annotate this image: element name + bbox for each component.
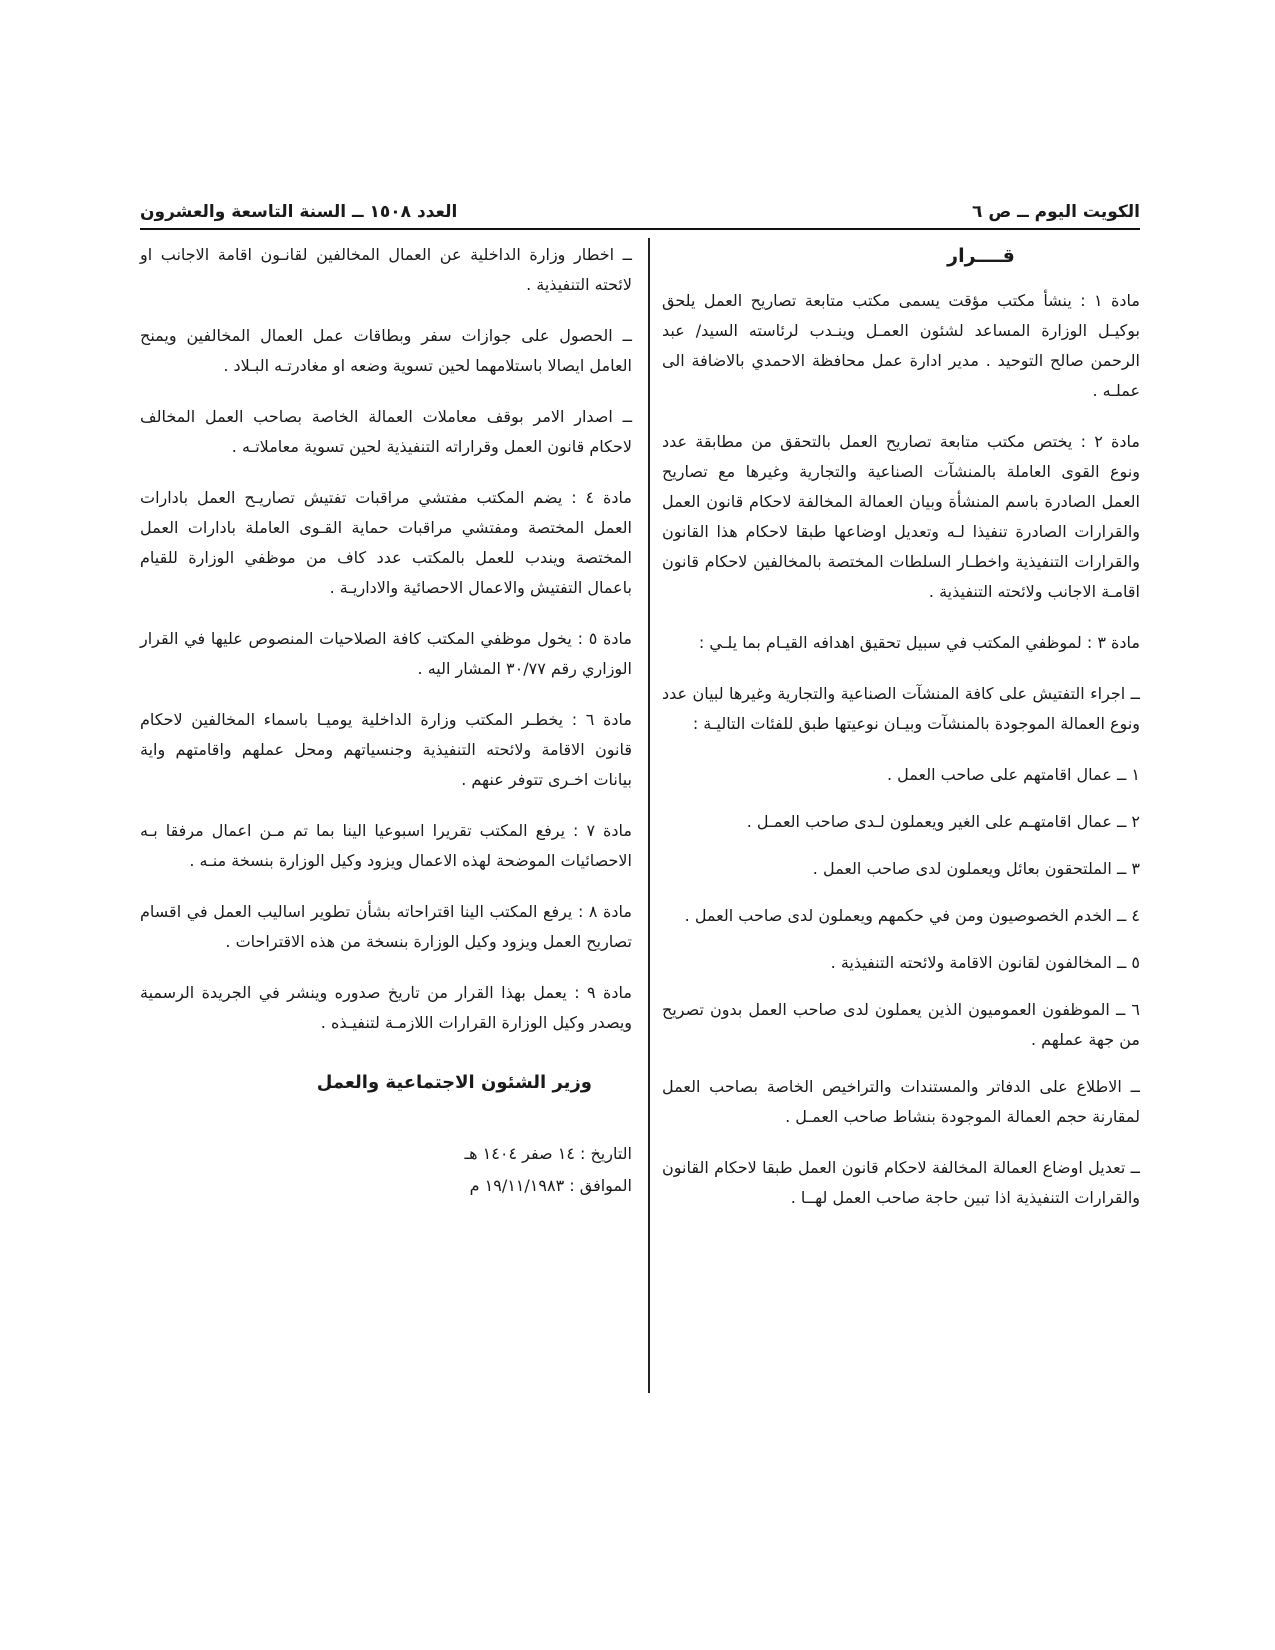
article-6: مادة ٦ : يخطـر المكتب وزارة الداخلية يوميـا باسماء المخالفين لاحكام قانون الاقامة ولائحته التنفيذية وجنسياتهم ومحل عملهم واقامتهم واية بيانات اخـرى تتوفر عنهم . bbox=[140, 710, 632, 789]
date-gregorian: الموافق : ١٩/١١/١٩٨٣ م bbox=[469, 1176, 632, 1195]
right-column bbox=[662, 240, 1140, 1234]
notify-clause: ــ اخطار وزارة الداخلية عن العمال المخالفين لقانـون اقامة الاجانب او لائحته التنفيذية . bbox=[140, 245, 632, 294]
column-divider bbox=[648, 238, 650, 1393]
article-5: مادة ٥ : يخول موظفي المكتب كافة الصلاحيات المنصوص عليها في القرار الوزاري رقم ٣٠/٧٧ المشار اليه . bbox=[140, 629, 633, 678]
article-9: مادة ٩ : يعمل بهذا القرار من تاريخ صدوره وينشر في الجريدة الرسمية ويصدر وكيل الوزارة القرارات اللازمـة لتنفيـذه . bbox=[140, 983, 632, 1032]
category-3: ٣ ــ الملتحقون بعائل ويعملون لدى صاحب العمل . bbox=[812, 859, 1140, 878]
category-5: ٥ ــ المخالفون لقانون الاقامة ولائحته التنفيذية . bbox=[830, 953, 1140, 972]
article-7: مادة ٧ : يرفع المكتب تقريرا اسبوعيا الينا بما تم مـن اعمال مرفقا بـه الاحصائيات الموضحة لهذه الاعمال ويزود وكيل الوزارة بنسخة منـه . bbox=[140, 821, 632, 870]
issue-info: العدد ١٥٠٨ ــ السنة التاسعة والعشرون bbox=[140, 202, 458, 222]
publication-title: الكويت اليوم ــ ص ٦ bbox=[972, 202, 1140, 222]
article-2: مادة ٢ : يختص مكتب متابعة تصاريح العمل بالتحقق من مطابقة عدد ونوع القوى العاملة بالمنشآت الصناعية والتجارية وغيرها مع تصاريح العمل الصادرة باسم المنشأة وبيان العمالة المخالفة لاحكام قانون العمل والقرارات الصادرة تنفيذا لـه وتعديل اوضاعها طبقا لاحكام هذا القانون والقرارات التنفيذية واخطـار السلطات المختصة بالمخالفين لاحكام قانون اقامـة الاجانب ولائحته التنفيذية . bbox=[662, 432, 1141, 601]
article-1: مادة ١ : ينشأ مكتب مؤقت يسمى مكتب متابعة تصاريح العمل يلحق بوكيـل الوزارة المساعد لشئون العمـل وينـدب لرئاسته السيد/ عبد الرحمن صالح التوحيد . مدير ادارة عمل محافظة الاحمدي بالاضافة الى عملـه . bbox=[662, 291, 1141, 400]
page-header bbox=[140, 192, 1140, 222]
article-4: مادة ٤ : يضم المكتب مفتشي مراقبات تفتيش تصاريـح العمل بادارات العمل المختصة ومفتشي مراقبات حماية القـوى العاملة بادارات العمل المختصة ويندب للعمل بالمكتب عدد كاف من موظفي الوزارة للقيام باعمال التفتيش والاعمال الاحصائية والاداريـة . bbox=[140, 488, 633, 597]
category-4: ٤ ــ الخدم الخصوصيون ومن في حكمهم ويعملون لدى صاحب العمل . bbox=[684, 906, 1140, 925]
adjust-clause: ــ تعديل اوضاع العمالة المخالفة لاحكام قانون العمل طبقا لاحكام القانون والقرارات التنفيذية اذا تبين حاجة صاحب العمل لهــا . bbox=[662, 1158, 1140, 1207]
article-3: مادة ٣ : لموظفي المكتب في سبيل تحقيق اهدافه القيـام بما يلـي : bbox=[698, 633, 1140, 652]
article-8: مادة ٨ : يرفع المكتب الينا اقتراحاته بشأن تطوير اساليب العمل في اقسام تصاريح العمل ويزود وكيل الوزارة بنسخة من هذه الاقتراحات . bbox=[140, 902, 632, 951]
date-hijri: التاريخ : ١٤ صفر ١٤٠٤ هـ bbox=[464, 1144, 632, 1163]
decision-heading: قــــرار bbox=[947, 245, 1015, 267]
category-2: ٢ ــ عمال اقامتهـم على الغير ويعملون لـدى صاحب العمـل . bbox=[746, 812, 1140, 831]
category-1: ١ ــ عمال اقامتهم على صاحب العمل . bbox=[887, 765, 1140, 784]
passports-clause: ــ الحصول على جوازات سفر وبطاقات عمل العمال المخالفين ويمنح العامل ايصالا باستلامهما لحين تسوية وضعه او مغادرتـه البـلاد . bbox=[140, 326, 632, 375]
minister-signature: وزير الشئون الاجتماعية والعمل bbox=[316, 1072, 592, 1093]
inspection-clause: ــ اجراء التفتيش على كافة المنشآت الصناعية والتجارية وغيرها لبيان عدد ونوع العمالة الموجودة بالمنشآت وبيـان نوعيتها طبق للفئات التاليـة : bbox=[662, 684, 1140, 733]
records-clause: ــ الاطلاع على الدفاتر والمستندات والتراخيص الخاصة بصاحب العمل لمقارنة حجم العمالة الموجودة بنشاط صاحب العمـل . bbox=[662, 1077, 1140, 1126]
category-6: ٦ ــ الموظفون العموميون الذين يعملون لدى صاحب العمل بدون تصريح من جهة عملهم . bbox=[662, 1000, 1140, 1049]
header-rule bbox=[140, 228, 1140, 230]
suspend-clause: ــ اصدار الامر بوقف معاملات العمالة الخاصة بصاحب العمل المخالف لاحكام قانون العمل وقراراته التنفيذية لحين تسوية معاملاتـه . bbox=[140, 407, 632, 456]
left-column bbox=[140, 240, 632, 1202]
